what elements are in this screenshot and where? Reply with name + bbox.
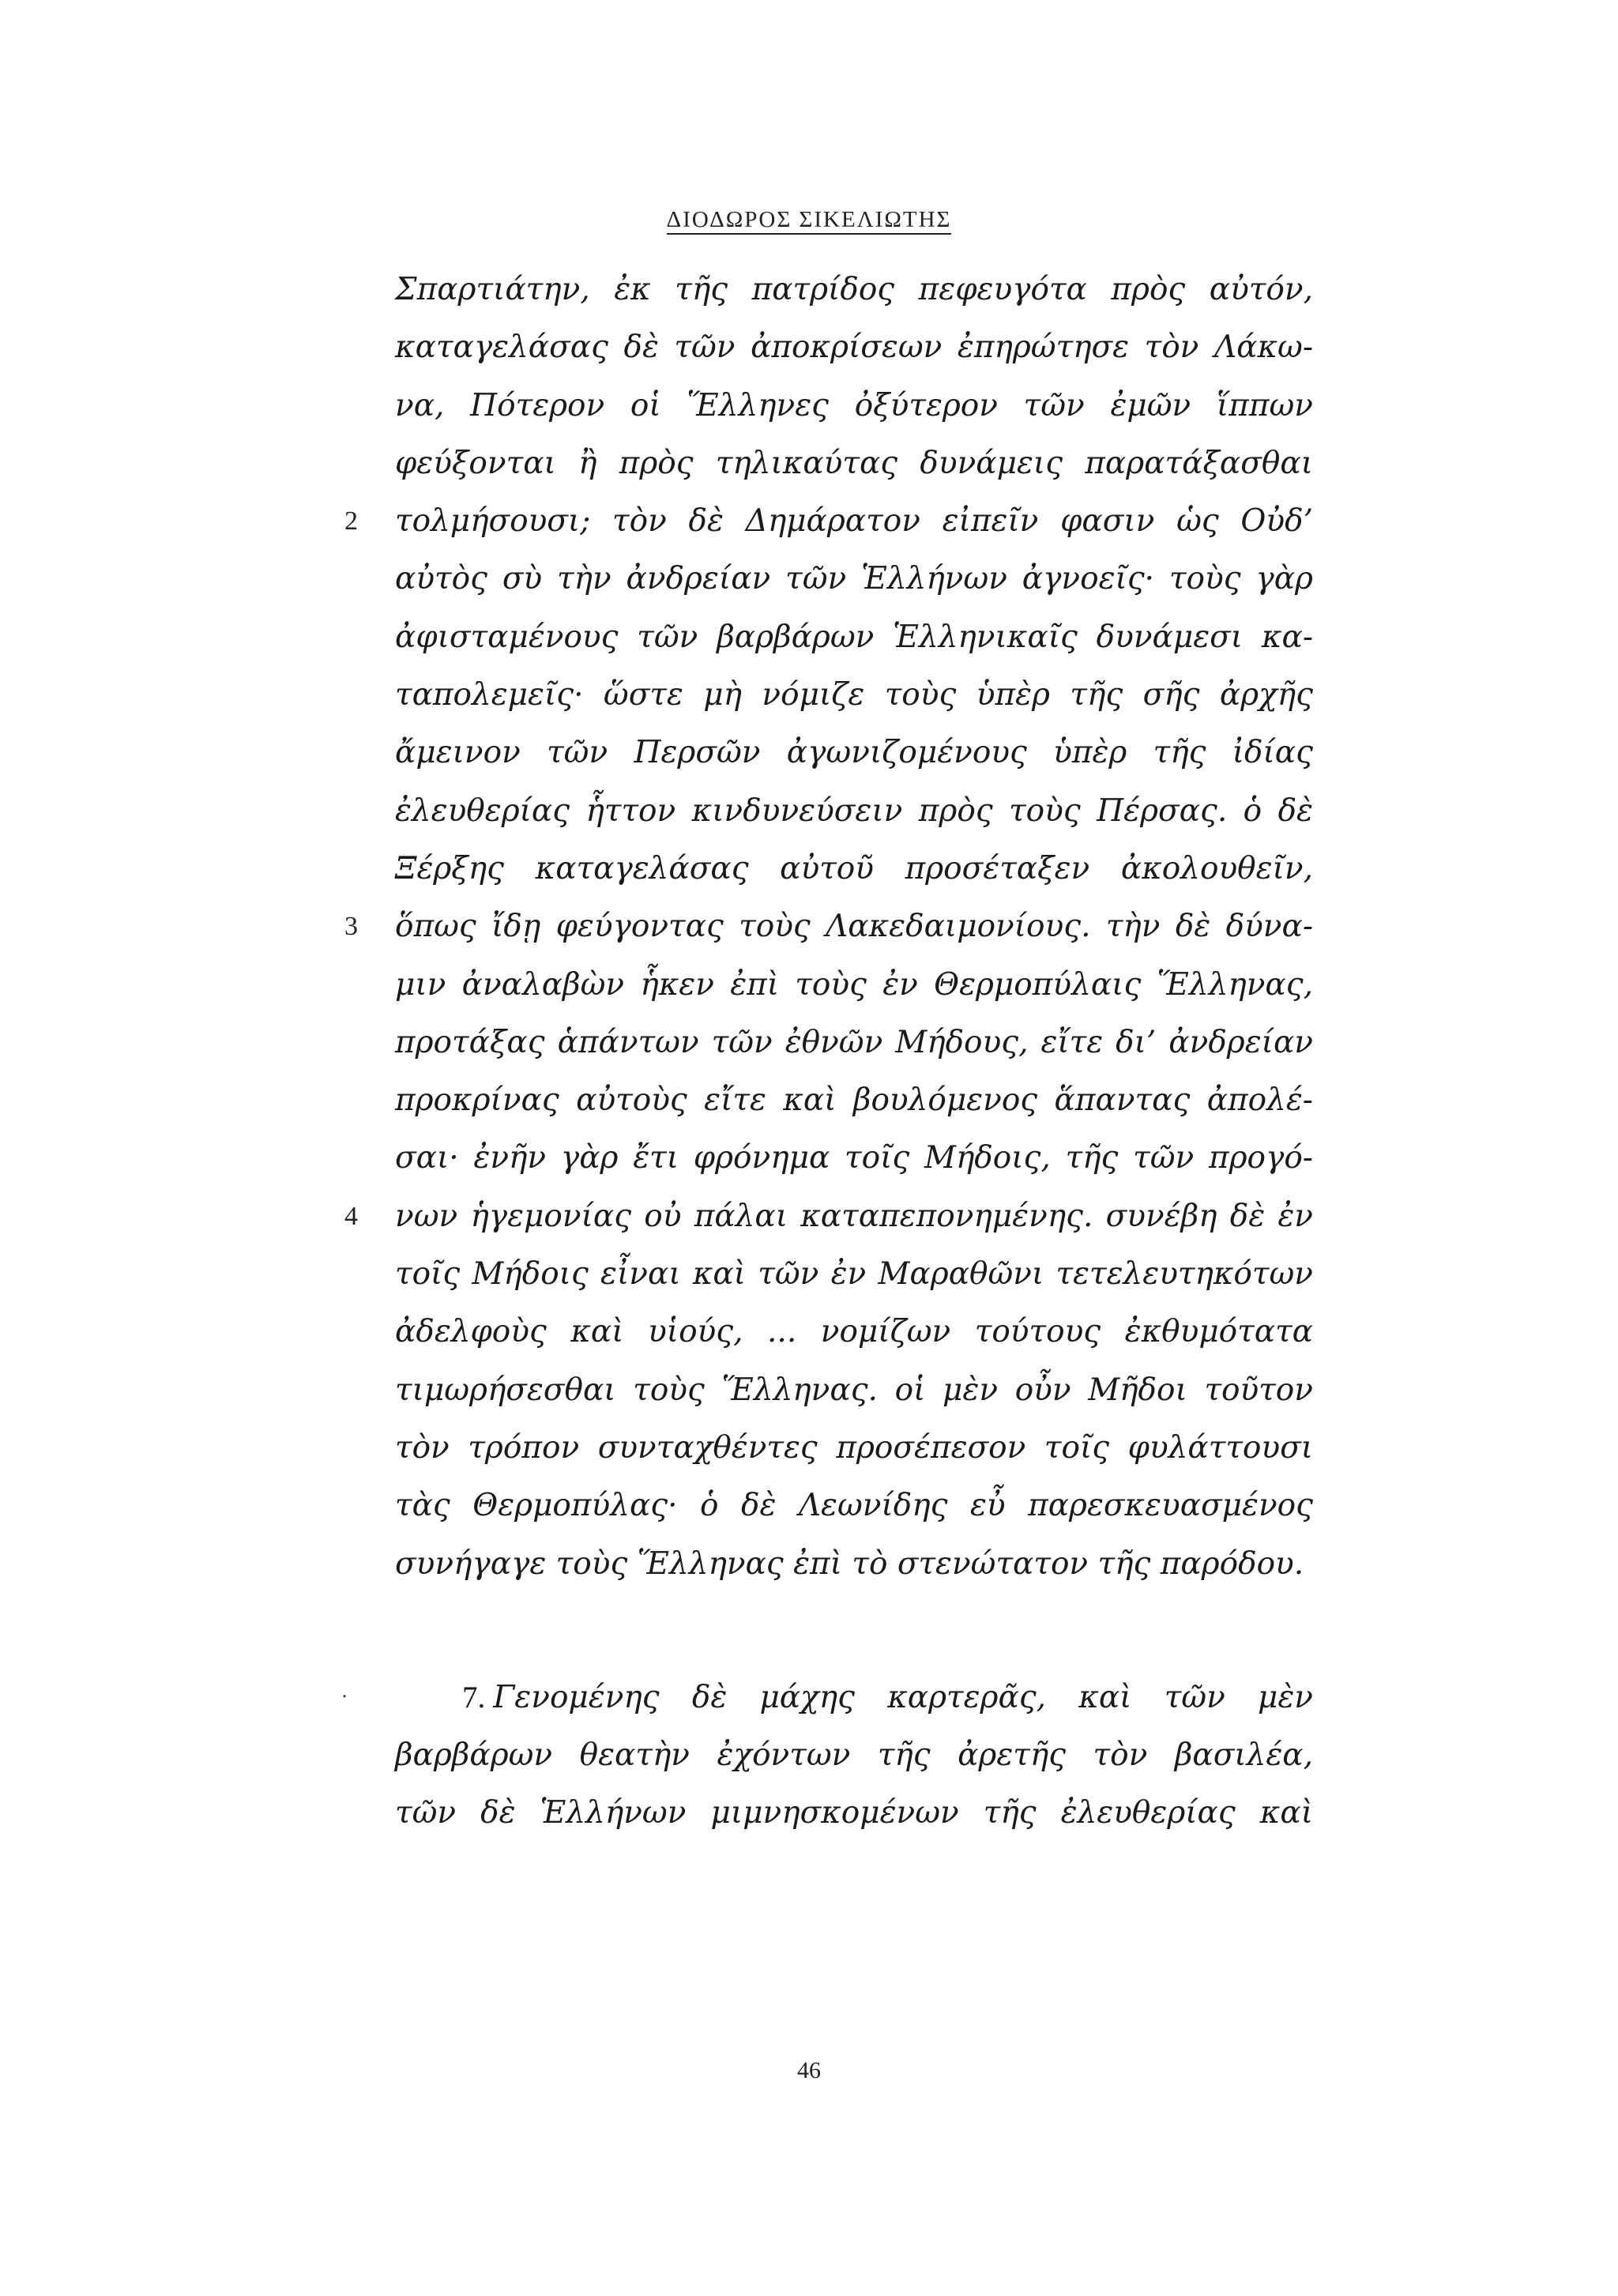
margin-dot: · — [341, 1684, 348, 1709]
text-line — [395, 1014, 1313, 1071]
text-line — [344, 1188, 1313, 1245]
line-text: τῶν δὲ Ἑλλήνων μιμνησκομένων τῆς ἐλευθερίας καὶ — [395, 1795, 1313, 1831]
running-head-text: ΔΙΟΔΩΡΟΣ ΣΙΚΕΛΙΩΤΗΣ — [667, 207, 952, 235]
line-text: συνήγαγε τοὺς Ἕλληνας ἐπὶ τὸ στενώτατον τῆς παρόδου. — [395, 1545, 1304, 1582]
text-line — [395, 550, 1313, 608]
line-text: αὐτὸς σὺ τὴν ἀνδρείαν τῶν Ἑλλήνων ἀγνοεῖς· τοὺς γὰρ — [395, 561, 1313, 597]
text-line — [344, 492, 1313, 550]
text-line — [395, 1477, 1313, 1534]
line-text: καταγελάσας δὲ τῶν ἀποκρίσεων ἐπηρώτησε τὸν Λάκω- — [395, 329, 1313, 366]
text-line — [395, 1784, 1313, 1842]
text-line — [395, 318, 1313, 376]
text-line — [395, 840, 1313, 898]
line-text: ἐλευθερίας ἧττον κινδυνεύσειν πρὸς τοὺς Πέρσας. ὁ δὲ — [395, 792, 1313, 829]
line-text: ὅπως ἴδῃ φεύγοντας τοὺς Λακεδαιμονίους. τὴν δὲ δύνα- — [395, 909, 1313, 945]
line-text: προτάξας ἁπάντων τῶν ἐθνῶν Μήδους, εἴτε δι’ ἀνδρείαν — [395, 1024, 1313, 1060]
text-line — [395, 1245, 1313, 1303]
text-line — [395, 956, 1313, 1014]
page-number: 46 — [797, 2057, 821, 2083]
text-line — [341, 1669, 1313, 1726]
line-text: ταπολεμεῖς· ὥστε μὴ νόμιζε τοὺς ὑπὲρ τῆς σῆς ἀρχῆς — [395, 677, 1313, 713]
chapter-number: 7. — [462, 1680, 486, 1714]
line-text: ἀδελφοὺς καὶ υἱούς, ... νομίζων τούτους ἐκθυμότατα — [395, 1314, 1313, 1350]
paragraph-1 — [344, 261, 1313, 1593]
text-line — [395, 1129, 1313, 1187]
line-text: φεύξονται ἢ πρὸς τηλικαύτας δυνάμεις παρατάξασθαι — [395, 445, 1313, 481]
text-line — [395, 1535, 1313, 1593]
text-line — [395, 1071, 1313, 1129]
section-marker: 3 — [344, 912, 358, 942]
text-line — [395, 435, 1313, 492]
section-marker: 2 — [344, 506, 358, 536]
line-text: τοῖς Μήδοις εἶναι καὶ τῶν ἐν Μαραθῶνι τετελευτηκότων — [395, 1256, 1313, 1293]
section-marker: 4 — [344, 1201, 358, 1231]
running-head — [0, 207, 1618, 233]
text-line — [395, 724, 1313, 781]
line-text: ἀφισταμένους τῶν βαρβάρων Ἑλληνικαῖς δυνάμεσι κα- — [395, 619, 1313, 655]
text-line — [395, 1419, 1313, 1477]
line-text: βαρβάρων θεατὴν ἐχόντων τῆς ἀρετῆς τὸν βασιλέα, — [395, 1737, 1313, 1774]
text-line — [395, 782, 1313, 840]
line-text: σαι· ἐνῆν γὰρ ἔτι φρόνημα τοῖς Μήδοις, τῆς τῶν προγό- — [395, 1140, 1313, 1176]
text-line — [395, 608, 1313, 666]
line-text: Ξέρξης καταγελάσας αὐτοῦ προσέταξεν ἀκολουθεῖν, — [395, 850, 1313, 886]
line-text: τολμήσουσι; τὸν δὲ Δημάρατον εἰπεῖν φασιν ὡς Οὐδ’ — [395, 503, 1313, 540]
line-text: ἄμεινον τῶν Περσῶν ἀγωνιζομένους ὑπὲρ τῆς ἰδίας — [395, 735, 1313, 771]
paragraph-7 — [341, 1669, 1313, 1842]
line-text: να, Πότερον οἱ Ἕλληνες ὀξύτερον τῶν ἐμῶν ἵππων — [395, 387, 1313, 423]
line-text: Γενομένης δὲ μάχης καρτερᾶς, καὶ τῶν μὲν — [493, 1679, 1313, 1715]
text-line — [395, 1361, 1313, 1419]
text-line — [395, 1726, 1313, 1784]
line-text: τὸν τρόπον συνταχθέντες προσέπεσον τοῖς φυλάττουσι — [395, 1429, 1313, 1466]
line-text: Σπαρτιάτην, ἐκ τῆς πατρίδος πεφευγότα πρὸς αὐτόν, — [395, 272, 1313, 307]
line-text: νων ἡγεμονίας οὐ πάλαι καταπεπονημένης. συνέβη δὲ ἐν — [395, 1198, 1313, 1234]
line-text: προκρίνας αὐτοὺς εἴτε καὶ βουλόμενος ἅπαντας ἀπολέ- — [395, 1082, 1313, 1119]
paragraph-gap — [395, 1593, 1313, 1669]
text-line — [395, 261, 1313, 318]
text-line — [395, 377, 1313, 435]
text-line — [395, 666, 1313, 724]
line-text: τιμωρήσεσθαι τοὺς Ἕλληνας. οἱ μὲν οὖν Μῆδοι τοῦτον — [395, 1372, 1313, 1408]
line-text: μιν ἀναλαβὼν ἧκεν ἐπὶ τοὺς ἐν Θερμοπύλαις Ἕλληνας, — [395, 966, 1313, 1003]
text-line — [344, 898, 1313, 955]
line-text: τὰς Θερμοπύλας· ὁ δὲ Λεωνίδης εὖ παρεσκευασμένος — [395, 1488, 1313, 1524]
text-line — [395, 1303, 1313, 1361]
main-text — [341, 261, 1313, 1842]
